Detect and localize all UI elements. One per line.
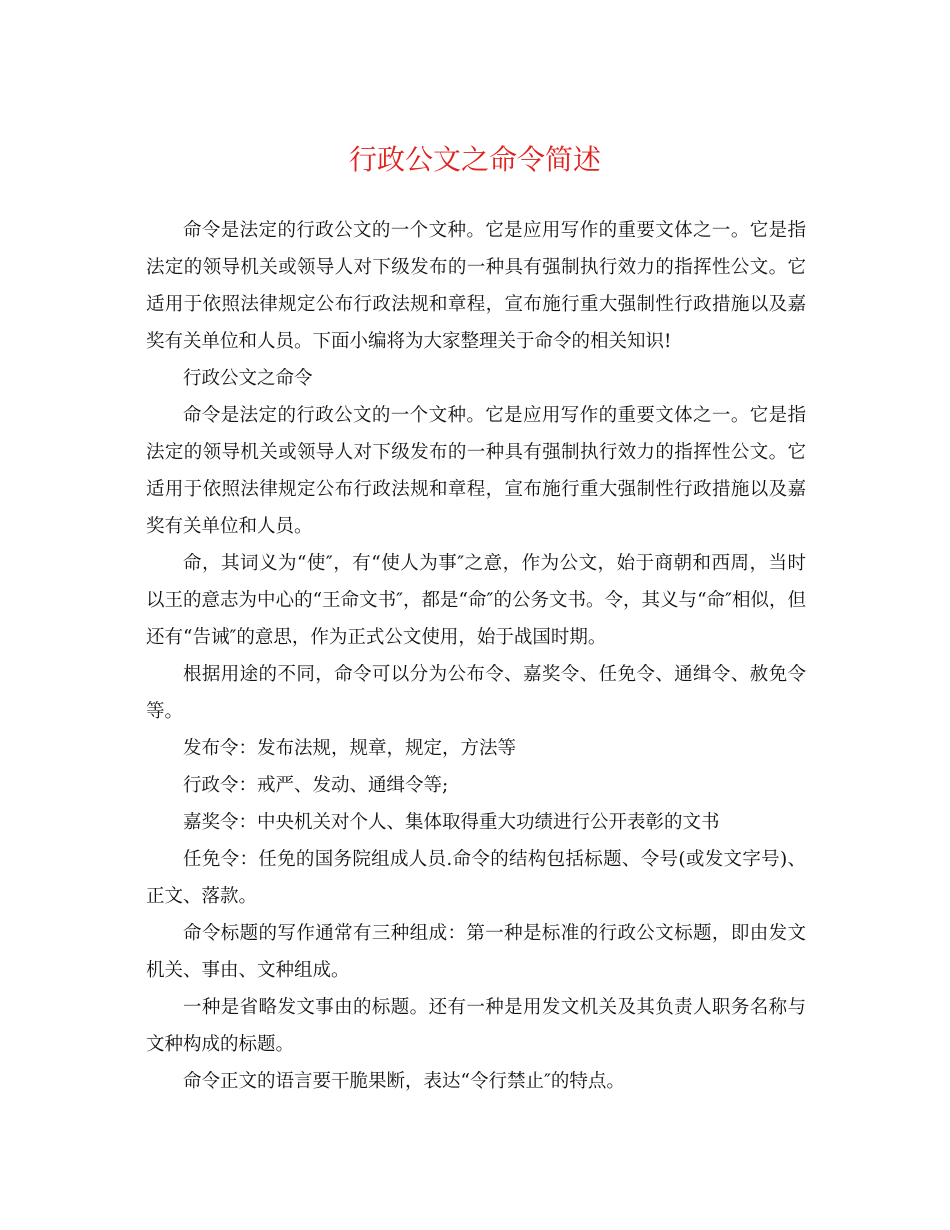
paragraph: 一种是省略发文事由的标题。还有一种是用发文机关及其负责人职务名称与文种构成的标题。 — [146, 997, 806, 1055]
paragraph: 命令是法定的行政公文的一个文种。它是应用写作的重要文体之一。它是指法定的领导机关或领导人对下级发布的一种具有强制执行效力的指挥性公文。它适用于依照法律规定公布行政法规和章程，宣布施行重大强制性行政措施以及嘉奖有关单位和人员。 — [146, 405, 806, 537]
paragraph: 任免令：任免的国务院组成人员.命令的结构包括标题、令号(或发文字号)、正文、落款。 — [146, 849, 806, 907]
paragraph: 命令是法定的行政公文的一个文种。它是应用写作的重要文体之一。它是指法定的领导机关或领导人对下级发布的一种具有强制执行效力的指挥性公文。它适用于依照法律规定公布行政法规和章程，宣布施行重大强制性行政措施以及嘉奖有关单位和人员。下面小编将为大家整理关于命令的相关知识! — [146, 220, 806, 352]
paragraph: 行政公文之命令 — [183, 368, 313, 389]
paragraph: 根据用途的不同，命令可以分为公布令、嘉奖令、任免令、通缉令、赦免令等。 — [146, 664, 806, 722]
paragraph: 命令正文的语言要干脆果断，表达“令行禁止″的特点。 — [183, 1071, 625, 1092]
document-body — [146, 212, 806, 1100]
document-title: 行政公文之命令简述 — [348, 143, 601, 176]
paragraph: 发布令：发布法规，规章，规定，方法等 — [183, 738, 517, 759]
paragraph: 命令标题的写作通常有三种组成：第一种是标准的行政公文标题，即由发文机关、事由、文种组成。 — [146, 923, 806, 981]
paragraph: 命，其词义为“使″，有“使人为事″之意，作为公文，始于商朝和西周，当时以王的意志为中心的“王命文书″，都是“命″的公务文书。令，其义与“命″相似，但还有“告诫″的意思，作为正式公文使用，始于战国时期。 — [146, 553, 806, 648]
paragraph: 嘉奖令：中央机关对个人、集体取得重大功绩进行公开表彰的文书 — [183, 812, 720, 833]
paragraph: 行政令：戒严、发动、通缉令等; — [183, 775, 449, 796]
